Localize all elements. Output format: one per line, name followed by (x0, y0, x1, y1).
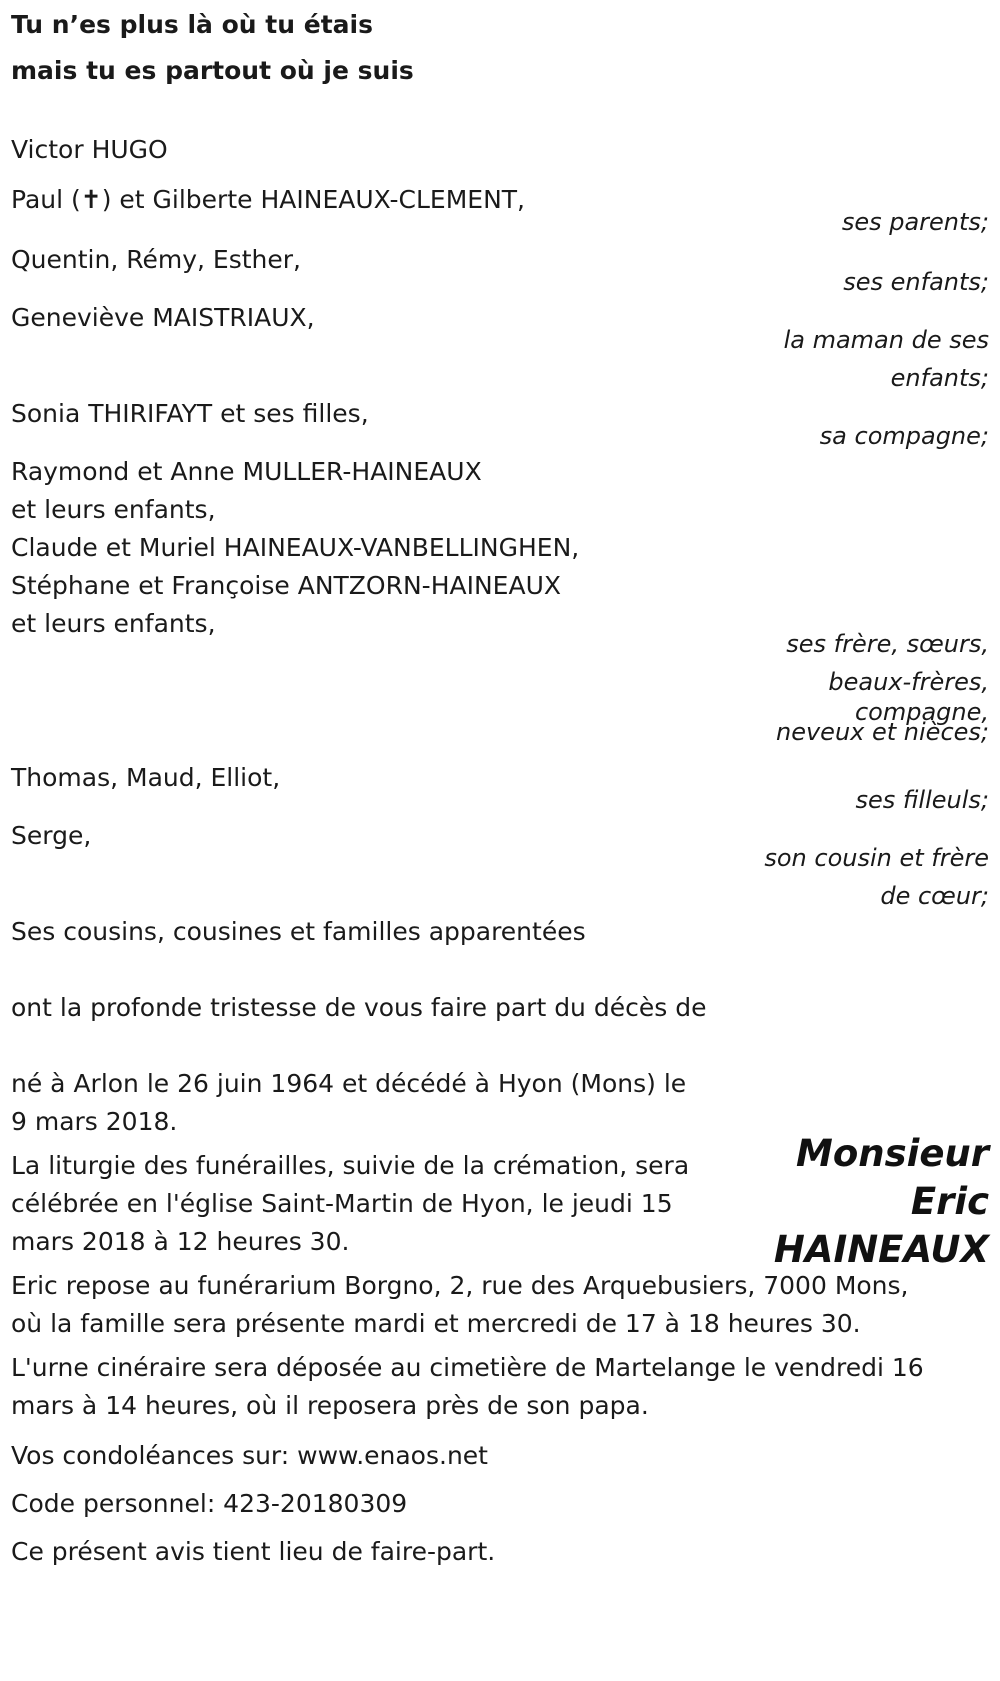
other-relatives: Ses cousins, cousines et familles apparentées (11, 917, 586, 946)
cousin-role-line-1: son cousin et frère (764, 844, 989, 872)
rest-line-2: où la famille sera présente mardi et mercredi de 17 à 18 heures 30. (11, 1309, 861, 1338)
epigraph-author: Victor HUGO (11, 135, 168, 164)
birth-line-2: 9 mars 2018. (11, 1107, 178, 1136)
rest-line-1: Eric repose au funérarium Borgno, 2, rue des Arquebusiers, 7000 Mons, (11, 1271, 909, 1300)
epigraph-line-2: mais tu es partout où je suis (11, 56, 414, 85)
birth-line-1: né à Arlon le 26 juin 1964 et décédé à Hyon (Mons) le (11, 1069, 687, 1098)
partner-role: sa compagne; (819, 422, 989, 450)
announcement: ont la profonde tristesse de vous faire part du décès de (11, 993, 707, 1022)
deceased-title: Monsieur (796, 1132, 989, 1175)
parents-names: Paul (✝) et Gilberte HAINEAUX-CLEMENT, (11, 185, 526, 214)
urn-line-2: mars à 14 heures, où il reposera près de son papa. (11, 1391, 649, 1420)
urn-line-1: L'urne cinéraire sera déposée au cimetière de Martelange le vendredi 16 (11, 1353, 924, 1382)
siblings-line-4: Stéphane et Françoise ANTZORN-HAINEAUX (11, 571, 561, 600)
liturgy-line-2: célébrée en l'église Saint-Martin de Hyon, le jeudi 15 (11, 1189, 673, 1218)
mother-names: Geneviève MAISTRIAUX, (11, 303, 315, 332)
parents-role: ses parents; (841, 208, 989, 236)
siblings-line-3: Claude et Muriel HAINEAUX-VANBELLINGHEN, (11, 533, 580, 562)
condolences: Vos condoléances sur: www.enaos.net (11, 1441, 488, 1470)
siblings-role-line-4: neveux et nièces; (776, 718, 989, 746)
liturgy-line-1: La liturgie des funérailles, suivie de la crémation, sera (11, 1151, 690, 1180)
siblings-role-line-1: ses frère, sœurs, (786, 630, 989, 658)
siblings-line-5: et leurs enfants, (11, 609, 216, 638)
siblings-line-2: et leurs enfants, (11, 495, 216, 524)
deceased-first-name: Eric (910, 1180, 989, 1223)
deceased-name (774, 1130, 989, 1274)
liturgy-line-3: mars 2018 à 12 heures 30. (11, 1227, 350, 1256)
children-names: Quentin, Rémy, Esther, (11, 245, 301, 274)
siblings-line-1: Raymond et Anne MULLER-HAINEAUX (11, 457, 482, 486)
cousin-names: Serge, (11, 821, 92, 850)
siblings-role-line-2: beaux-frères, (828, 668, 989, 696)
notice: Ce présent avis tient lieu de faire-part. (11, 1537, 496, 1566)
mother-role-line-1: la maman de ses (783, 326, 989, 354)
epigraph-line-1: Tu n’es plus là où tu étais (11, 10, 373, 39)
mother-role-line-2: enfants; (890, 364, 989, 392)
personal-code: Code personnel: 423-20180309 (11, 1489, 408, 1518)
godchildren-names: Thomas, Maud, Elliot, (11, 763, 281, 792)
partner-names: Sonia THIRIFAYT et ses filles, (11, 399, 369, 428)
children-role: ses enfants; (843, 268, 989, 296)
deceased-last-name: HAINEAUX (773, 1228, 989, 1271)
siblings-role-line-3: compagne, (854, 698, 989, 726)
cousin-role-line-2: de cœur; (880, 882, 989, 910)
godchildren-role: ses filleuls; (855, 786, 989, 814)
